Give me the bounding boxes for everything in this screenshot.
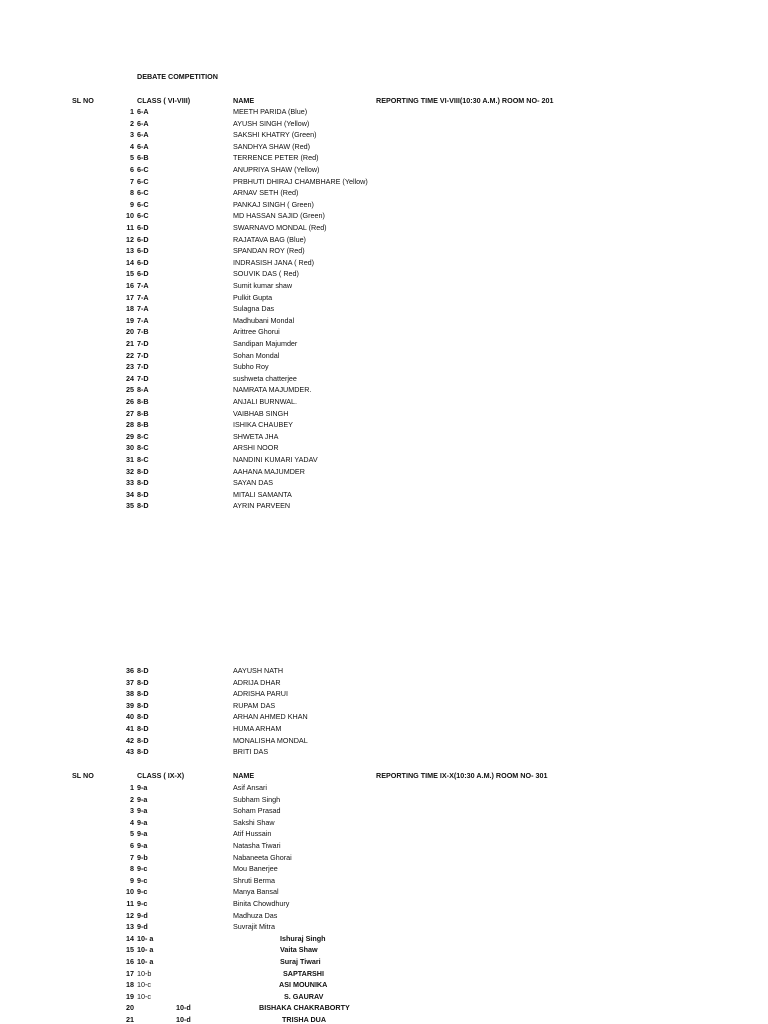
row-sl-no: 9 xyxy=(130,199,134,209)
row-class: 9-a xyxy=(137,783,148,792)
row-sl-no: 4 xyxy=(130,817,134,827)
row-name: MEETH PARIDA (Blue) xyxy=(233,107,308,116)
row-class: 9-a xyxy=(137,841,148,850)
row-class: 6-A xyxy=(137,130,149,140)
header-name: NAME xyxy=(233,96,255,105)
row-class: 9-c xyxy=(137,875,148,885)
row-sl-no: 30 xyxy=(126,443,134,453)
row-sl-no: 35 xyxy=(126,501,134,511)
row-name: RAJATAVA BAG (Blue) xyxy=(233,234,306,244)
row-name: Sumit kumar shaw xyxy=(233,281,293,290)
row-sl-no: 20 xyxy=(126,1003,134,1013)
row-class: 6-D xyxy=(137,257,149,267)
row-class: 8-D xyxy=(137,677,149,687)
row-name: BRITI DAS xyxy=(233,747,269,757)
row-sl-no: 29 xyxy=(126,431,134,441)
row-class: 8-D xyxy=(137,724,149,733)
row-sl-no: 22 xyxy=(126,350,134,360)
row-sl-no: 12 xyxy=(126,910,134,920)
row-sl-no: 39 xyxy=(126,700,134,710)
row-name: Subho Roy xyxy=(233,362,269,372)
row-sl-no: 40 xyxy=(126,712,134,722)
row-class: 10- a xyxy=(137,933,154,943)
row-name: ADRISHA PARUI xyxy=(233,689,288,699)
row-name: PRBHUTI DHIRAJ CHAMBHARE (Yellow) xyxy=(233,176,368,186)
row-class: 8-D xyxy=(137,735,149,745)
row-class: 7-D xyxy=(137,373,149,383)
row-class: 10-b xyxy=(137,968,152,978)
row-name: Vaita Shaw xyxy=(280,945,318,955)
row-class: 7-A xyxy=(137,292,149,302)
row-sl-no: 25 xyxy=(126,385,134,395)
row-sl-no: 18 xyxy=(126,980,134,990)
row-class: 8-D xyxy=(137,489,149,499)
row-name: BISHAKA CHAKRABORTY xyxy=(259,1003,350,1013)
row-class: 9-a xyxy=(137,829,148,839)
row-class: 9-b xyxy=(137,852,148,862)
row-name: ANJALI BURNWAL. xyxy=(233,397,298,406)
row-name: SANDHYA SHAW (Red) xyxy=(233,141,311,151)
row-class: 8-B xyxy=(137,420,149,430)
row-class: 7-D xyxy=(137,350,149,360)
row-class: 9-a xyxy=(137,806,148,816)
row-sl-no: 14 xyxy=(126,933,134,943)
row-name: Soham Prasad xyxy=(233,806,281,816)
row-class: 8-C xyxy=(137,431,149,441)
row-sl-no: 27 xyxy=(126,408,134,418)
row-name: Mou Banerjee xyxy=(233,864,278,874)
row-class: 8-D xyxy=(137,689,149,699)
row-name: Shruti Berma xyxy=(233,875,275,885)
row-sl-no: 19 xyxy=(126,991,134,1001)
row-sl-no: 11 xyxy=(126,899,134,908)
header-name-2: NAME xyxy=(233,771,255,780)
row-class: 8-D xyxy=(137,666,149,675)
row-name: Suvrajit Mitra xyxy=(233,922,275,932)
row-sl-no: 1 xyxy=(130,783,134,792)
row-class: 9-c xyxy=(137,864,148,874)
row-sl-no: 12 xyxy=(126,234,134,244)
row-sl-no: 26 xyxy=(126,397,134,406)
row-name: RUPAM DAS xyxy=(233,700,276,710)
row-class: 8-D xyxy=(137,712,149,722)
row-class: 10-c xyxy=(137,980,151,990)
row-name: TRISHA DUA xyxy=(282,1015,327,1024)
row-sl-no: 10 xyxy=(126,887,134,897)
row-sl-no: 13 xyxy=(126,922,134,932)
header-class: CLASS ( VI-VIII) xyxy=(137,96,191,105)
row-name: AYRIN PARVEEN xyxy=(233,501,291,511)
row-name: Subham Singh xyxy=(233,794,281,804)
row-sl-no: 2 xyxy=(130,794,134,804)
row-sl-no: 6 xyxy=(130,841,134,850)
row-name: AAHANA MAJUMDER xyxy=(233,466,305,476)
row-sl-no: 14 xyxy=(126,257,134,267)
row-class: 7-D xyxy=(137,362,149,372)
row-name: NAMRATA MAJUMDER. xyxy=(233,385,312,395)
row-sl-no: 36 xyxy=(126,666,134,675)
row-name: ANUPRIYA SHAW (Yellow) xyxy=(233,165,320,174)
row-name: ARNAV SETH (Red) xyxy=(233,188,299,198)
row-name: Madhubani Mondal xyxy=(233,315,295,325)
row-sl-no: 5 xyxy=(130,153,134,163)
row-class: 8-C xyxy=(137,443,149,453)
row-name: SAKSHI KHATRY (Green) xyxy=(233,130,317,140)
row-sl-no: 9 xyxy=(130,875,134,885)
row-class: 8-A xyxy=(137,385,149,395)
row-sl-no: 28 xyxy=(126,420,134,430)
row-class: 8-D xyxy=(137,747,149,757)
row-name: Ishuraj Singh xyxy=(280,933,326,943)
row-class: 9-a xyxy=(137,817,148,827)
row-sl-no: 6 xyxy=(130,165,134,174)
row-sl-no: 23 xyxy=(126,362,134,372)
row-sl-no: 43 xyxy=(126,747,134,757)
row-sl-no: 16 xyxy=(126,957,134,966)
row-sl-no: 2 xyxy=(130,118,134,128)
row-sl-no: 3 xyxy=(130,130,134,140)
row-name: S. GAURAV xyxy=(284,991,324,1001)
row-name: Manya Bansal xyxy=(233,887,279,897)
row-name: Nabaneeta Ghorai xyxy=(233,852,292,862)
row-sl-no: 21 xyxy=(126,339,134,348)
row-sl-no: 20 xyxy=(126,327,134,337)
row-sl-no: 34 xyxy=(126,489,134,499)
row-class: 6-A xyxy=(137,107,149,116)
row-sl-no: 5 xyxy=(130,829,134,839)
row-class: 6-D xyxy=(137,269,149,279)
document-title: DEBATE COMPETITION xyxy=(137,72,218,81)
row-sl-no: 15 xyxy=(126,945,134,955)
row-name: SHWETA JHA xyxy=(233,431,279,441)
row-class: 8-D xyxy=(137,501,149,511)
header-reporting-time-2: REPORTING TIME IX-X(10:30 A.M.) ROOM NO- 301 xyxy=(376,771,548,780)
row-name: ADRIJA DHAR xyxy=(233,677,281,687)
row-class: 10- a xyxy=(137,957,154,966)
row-class: 6-B xyxy=(137,153,149,163)
row-name: MITALI SAMANTA xyxy=(233,489,292,499)
row-name: SAPTARSHI xyxy=(283,968,324,978)
row-name: Atif Hussain xyxy=(233,829,272,839)
row-class: 8-B xyxy=(137,397,149,406)
row-name: Pulkit Gupta xyxy=(233,292,273,302)
row-class: 6-C xyxy=(137,188,149,198)
row-class: 9-c xyxy=(137,887,148,897)
row-name: SOUVIK DAS ( Red) xyxy=(233,269,299,279)
row-class: 8-D xyxy=(137,478,149,488)
row-name: VAIBHAB SINGH xyxy=(233,408,289,418)
row-class: 8-D xyxy=(137,700,149,710)
row-class: 6-D xyxy=(137,223,149,232)
row-class: 6-C xyxy=(137,199,149,209)
row-name: Arittree Ghorui xyxy=(233,327,280,337)
row-name: INDRASISH JANA ( Red) xyxy=(233,257,315,267)
row-name: AYUSH SINGH (Yellow) xyxy=(233,118,310,128)
row-class: 6-C xyxy=(137,176,149,186)
row-sl-no: 24 xyxy=(126,373,134,383)
row-name: HUMA ARHAM xyxy=(233,724,282,733)
row-name: NANDINI KUMARI YADAV xyxy=(233,455,318,464)
row-name: sushweta chatterjee xyxy=(233,373,297,383)
row-class: 7-A xyxy=(137,304,149,314)
row-class: 6-C xyxy=(137,211,149,221)
row-sl-no: 11 xyxy=(126,223,134,232)
row-class: 6-A xyxy=(137,141,149,151)
row-name: SAYAN DAS xyxy=(233,478,274,488)
row-name: MONALISHA MONDAL xyxy=(233,735,308,745)
row-class: 8-B xyxy=(137,408,149,418)
row-name: ASI MOUNIKA xyxy=(279,980,328,990)
row-name: Suraj Tiwari xyxy=(280,957,321,966)
row-sl-no: 21 xyxy=(126,1015,134,1024)
header-slno-2: SL NO xyxy=(72,771,94,780)
row-sl-no: 37 xyxy=(126,677,134,687)
row-name: ISHIKA CHAUBEY xyxy=(233,420,293,430)
row-sl-no: 17 xyxy=(126,968,134,978)
row-name: PANKAJ SINGH ( Green) xyxy=(233,199,314,209)
row-sl-no: 3 xyxy=(130,806,134,816)
header-reporting-time: REPORTING TIME VI-VIII(10:30 A.M.) ROOM NO- 201 xyxy=(376,96,554,105)
row-sl-no: 32 xyxy=(126,466,134,476)
row-sl-no: 18 xyxy=(126,304,134,314)
row-name: SPANDAN ROY (Red) xyxy=(233,246,305,256)
row-sl-no: 38 xyxy=(126,689,134,699)
row-name: AAYUSH NATH xyxy=(233,666,284,675)
row-class: 6-D xyxy=(137,246,149,256)
header-slno: SL NO xyxy=(72,96,94,105)
row-sl-no: 4 xyxy=(130,141,134,151)
row-sl-no: 16 xyxy=(126,281,134,290)
row-name: MD HASSAN SAJID (Green) xyxy=(233,211,325,221)
row-class: 7-A xyxy=(137,281,149,290)
row-class: 7-A xyxy=(137,315,149,325)
row-sl-no: 7 xyxy=(130,852,134,862)
row-class: 9-c xyxy=(137,899,148,908)
row-class: 9-d xyxy=(137,910,148,920)
row-name: Asif Ansari xyxy=(233,783,267,792)
row-sl-no: 10 xyxy=(126,211,134,221)
row-name: Sakshi Shaw xyxy=(233,817,275,827)
row-class: 10-c xyxy=(137,991,151,1001)
row-class: 9-d xyxy=(137,922,148,932)
row-class: 9-a xyxy=(137,794,148,804)
row-class: 8-C xyxy=(137,455,149,464)
row-sl-no: 7 xyxy=(130,176,134,186)
row-name: Natasha Tiwari xyxy=(233,841,281,850)
row-sl-no: 19 xyxy=(126,315,134,325)
row-class: 8-D xyxy=(137,466,149,476)
row-name: TERRENCE PETER (Red) xyxy=(233,153,319,163)
row-name: Binita Chowdhury xyxy=(233,899,290,908)
row-name: Sandipan Majumder xyxy=(233,339,298,348)
row-name: SWARNAVO MONDAL (Red) xyxy=(233,223,327,232)
row-sl-no: 33 xyxy=(126,478,134,488)
row-name: Sulagna Das xyxy=(233,304,275,314)
row-sl-no: 8 xyxy=(130,188,134,198)
row-sl-no: 13 xyxy=(126,246,134,256)
row-name: ARSHI NOOR xyxy=(233,443,279,453)
row-class: 7-D xyxy=(137,339,149,348)
row-name: Madhuza Das xyxy=(233,910,278,920)
row-class: 10-d xyxy=(176,1015,191,1024)
row-sl-no: 8 xyxy=(130,864,134,874)
row-sl-no: 1 xyxy=(130,107,134,116)
row-sl-no: 31 xyxy=(126,455,134,464)
row-sl-no: 15 xyxy=(126,269,134,279)
row-sl-no: 42 xyxy=(126,735,134,745)
row-class: 10- a xyxy=(137,945,154,955)
row-class: 6-A xyxy=(137,118,149,128)
row-class: 7-B xyxy=(137,327,149,337)
header-class-2: CLASS ( IX-X) xyxy=(137,771,185,780)
row-class: 6-C xyxy=(137,165,149,174)
row-sl-no: 17 xyxy=(126,292,134,302)
row-class: 6-D xyxy=(137,234,149,244)
row-class: 10-d xyxy=(176,1003,191,1013)
row-name: Sohan Mondal xyxy=(233,350,280,360)
row-name: ARHAN AHMED KHAN xyxy=(233,712,308,722)
row-sl-no: 41 xyxy=(126,724,134,733)
